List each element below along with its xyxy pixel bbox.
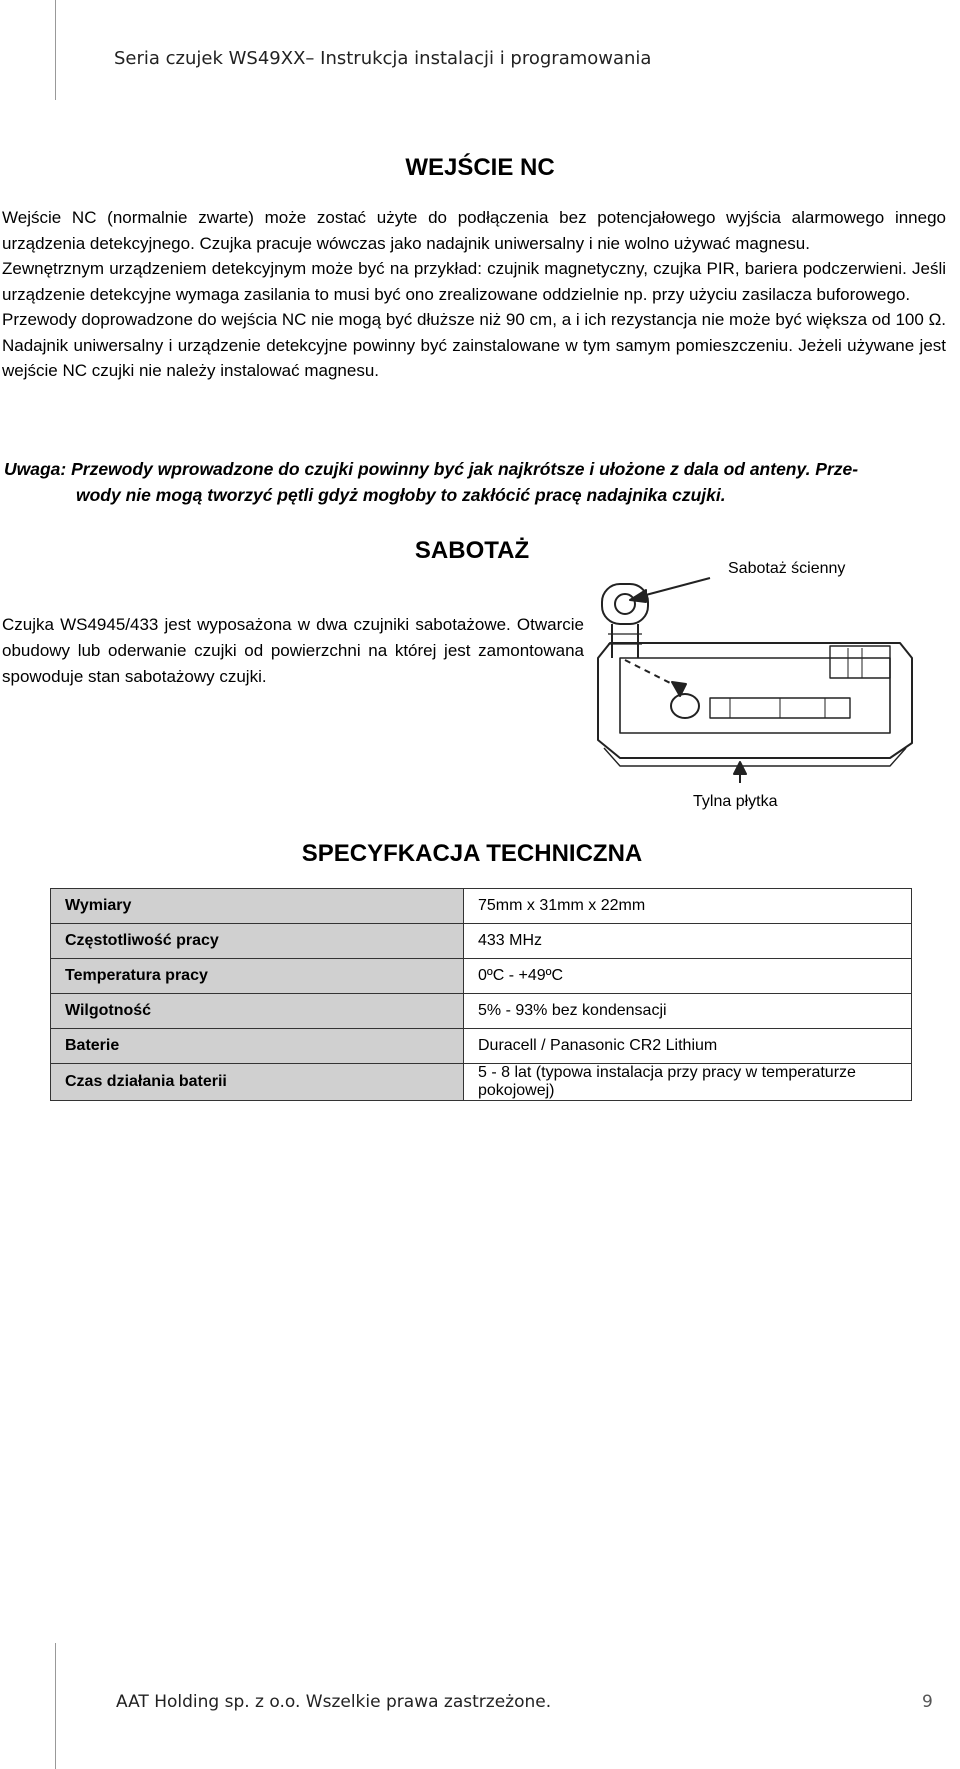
spec-value: 433 MHz	[464, 924, 912, 959]
heading-nc-input: WEJŚCIE NC	[405, 154, 555, 181]
table-row	[51, 924, 912, 959]
heading-spec: SPECYFKACJA TECHNICZNA	[301, 840, 643, 867]
warning-note	[4, 456, 944, 508]
tamper-plunger	[602, 584, 648, 624]
spec-key: Wymiary	[51, 889, 464, 924]
table-row	[51, 994, 912, 1029]
housing-outline	[598, 643, 912, 758]
tamper-description	[2, 612, 584, 690]
spec-key: Temperatura pracy	[51, 959, 464, 994]
tamper-housing-illustration	[590, 548, 960, 783]
arrow-wall-tamper-line	[642, 578, 710, 596]
nc-description	[2, 205, 946, 384]
spec-value: 5 - 8 lat (typowa instalacja przy pracy w temperaturze pokojowej)	[464, 1064, 912, 1101]
nc-paragraph-1: Wejście NC (normalnie zwarte) może zostać użyte do podłączenia bez potencjałowego wyjścia alarmowego innego urządzenia detekcyjnego. Czujka pracuje wówczas jako nadajnik uniwersalny i nie wolno używać magnesu.	[2, 208, 946, 253]
spec-value: Duracell / Panasonic CR2 Lithium	[464, 1029, 912, 1064]
nc-paragraph-3: Przewody doprowadzone do wejścia NC nie mogą być dłuższe niż 90 cm, a i ich rezystancja nie może być większa od 100 Ω. Nadajnik uniwersalny i urządzenie detekcyjne powinny być zainstalowane w tym samym pomieszczeniu. Jeżeli używane jest wejście NC czujki nie należy instalować magnesu.	[2, 310, 946, 380]
label-back-plate: Tylna płytka	[693, 793, 778, 810]
spec-key: Czas działania baterii	[51, 1064, 464, 1101]
label-wall-tamper: Sabotaż ścienny	[728, 560, 846, 577]
warning-note-line-1: Uwaga: Przewody wprowadzone do czujki powinny być jak najkrótsze i ułożone z dala od anteny. Prze-	[4, 459, 859, 479]
page-number: 9	[922, 1692, 933, 1712]
spec-key: Baterie	[51, 1029, 464, 1064]
spec-value: 75mm x 31mm x 22mm	[464, 889, 912, 924]
spec-value: 0ºC - +49ºC	[464, 959, 912, 994]
spec-table	[50, 888, 912, 1101]
spec-value: 5% - 93% bez kondensacji	[464, 994, 912, 1029]
table-row	[51, 1064, 912, 1101]
heading-tamper: SABOTAŻ	[414, 537, 530, 564]
spec-key: Częstotliwość pracy	[51, 924, 464, 959]
spec-key: Wilgotność	[51, 994, 464, 1029]
footer-rule	[55, 1643, 56, 1769]
page-header-title: Seria czujek WS49XX– Instrukcja instalacji i programowania	[114, 48, 652, 69]
table-row	[51, 1029, 912, 1064]
tamper-paragraph: Czujka WS4945/433 jest wyposażona w dwa czujniki sabotażowe. Otwarcie obudowy lub oderwanie czujki od powierzchni na której jest zamontowana spowoduje stan sabotażowy czujki.	[2, 615, 584, 686]
warning-note-line-2: wody nie mogą tworzyć pętli gdyż mogłoby to zakłócić pracę nadajnika czujki.	[76, 485, 726, 505]
table-row	[51, 959, 912, 994]
footer-copyright: AAT Holding sp. z o.o. Wszelkie prawa zastrzeżone.	[116, 1692, 552, 1712]
header-rule	[55, 0, 56, 100]
arrow-back-plate-head	[734, 762, 746, 774]
table-row	[51, 889, 912, 924]
nc-paragraph-2: Zewnętrznym urządzeniem detekcyjnym może być na przykład: czujnik magnetyczny, czujka PIR, bariera podczerwieni. Jeśli urządzenie detekcyjne wymaga zasilania to musi być ono zrealizowane oddzielnie np. przy użyciu zasilacza buforowego.	[2, 259, 946, 304]
